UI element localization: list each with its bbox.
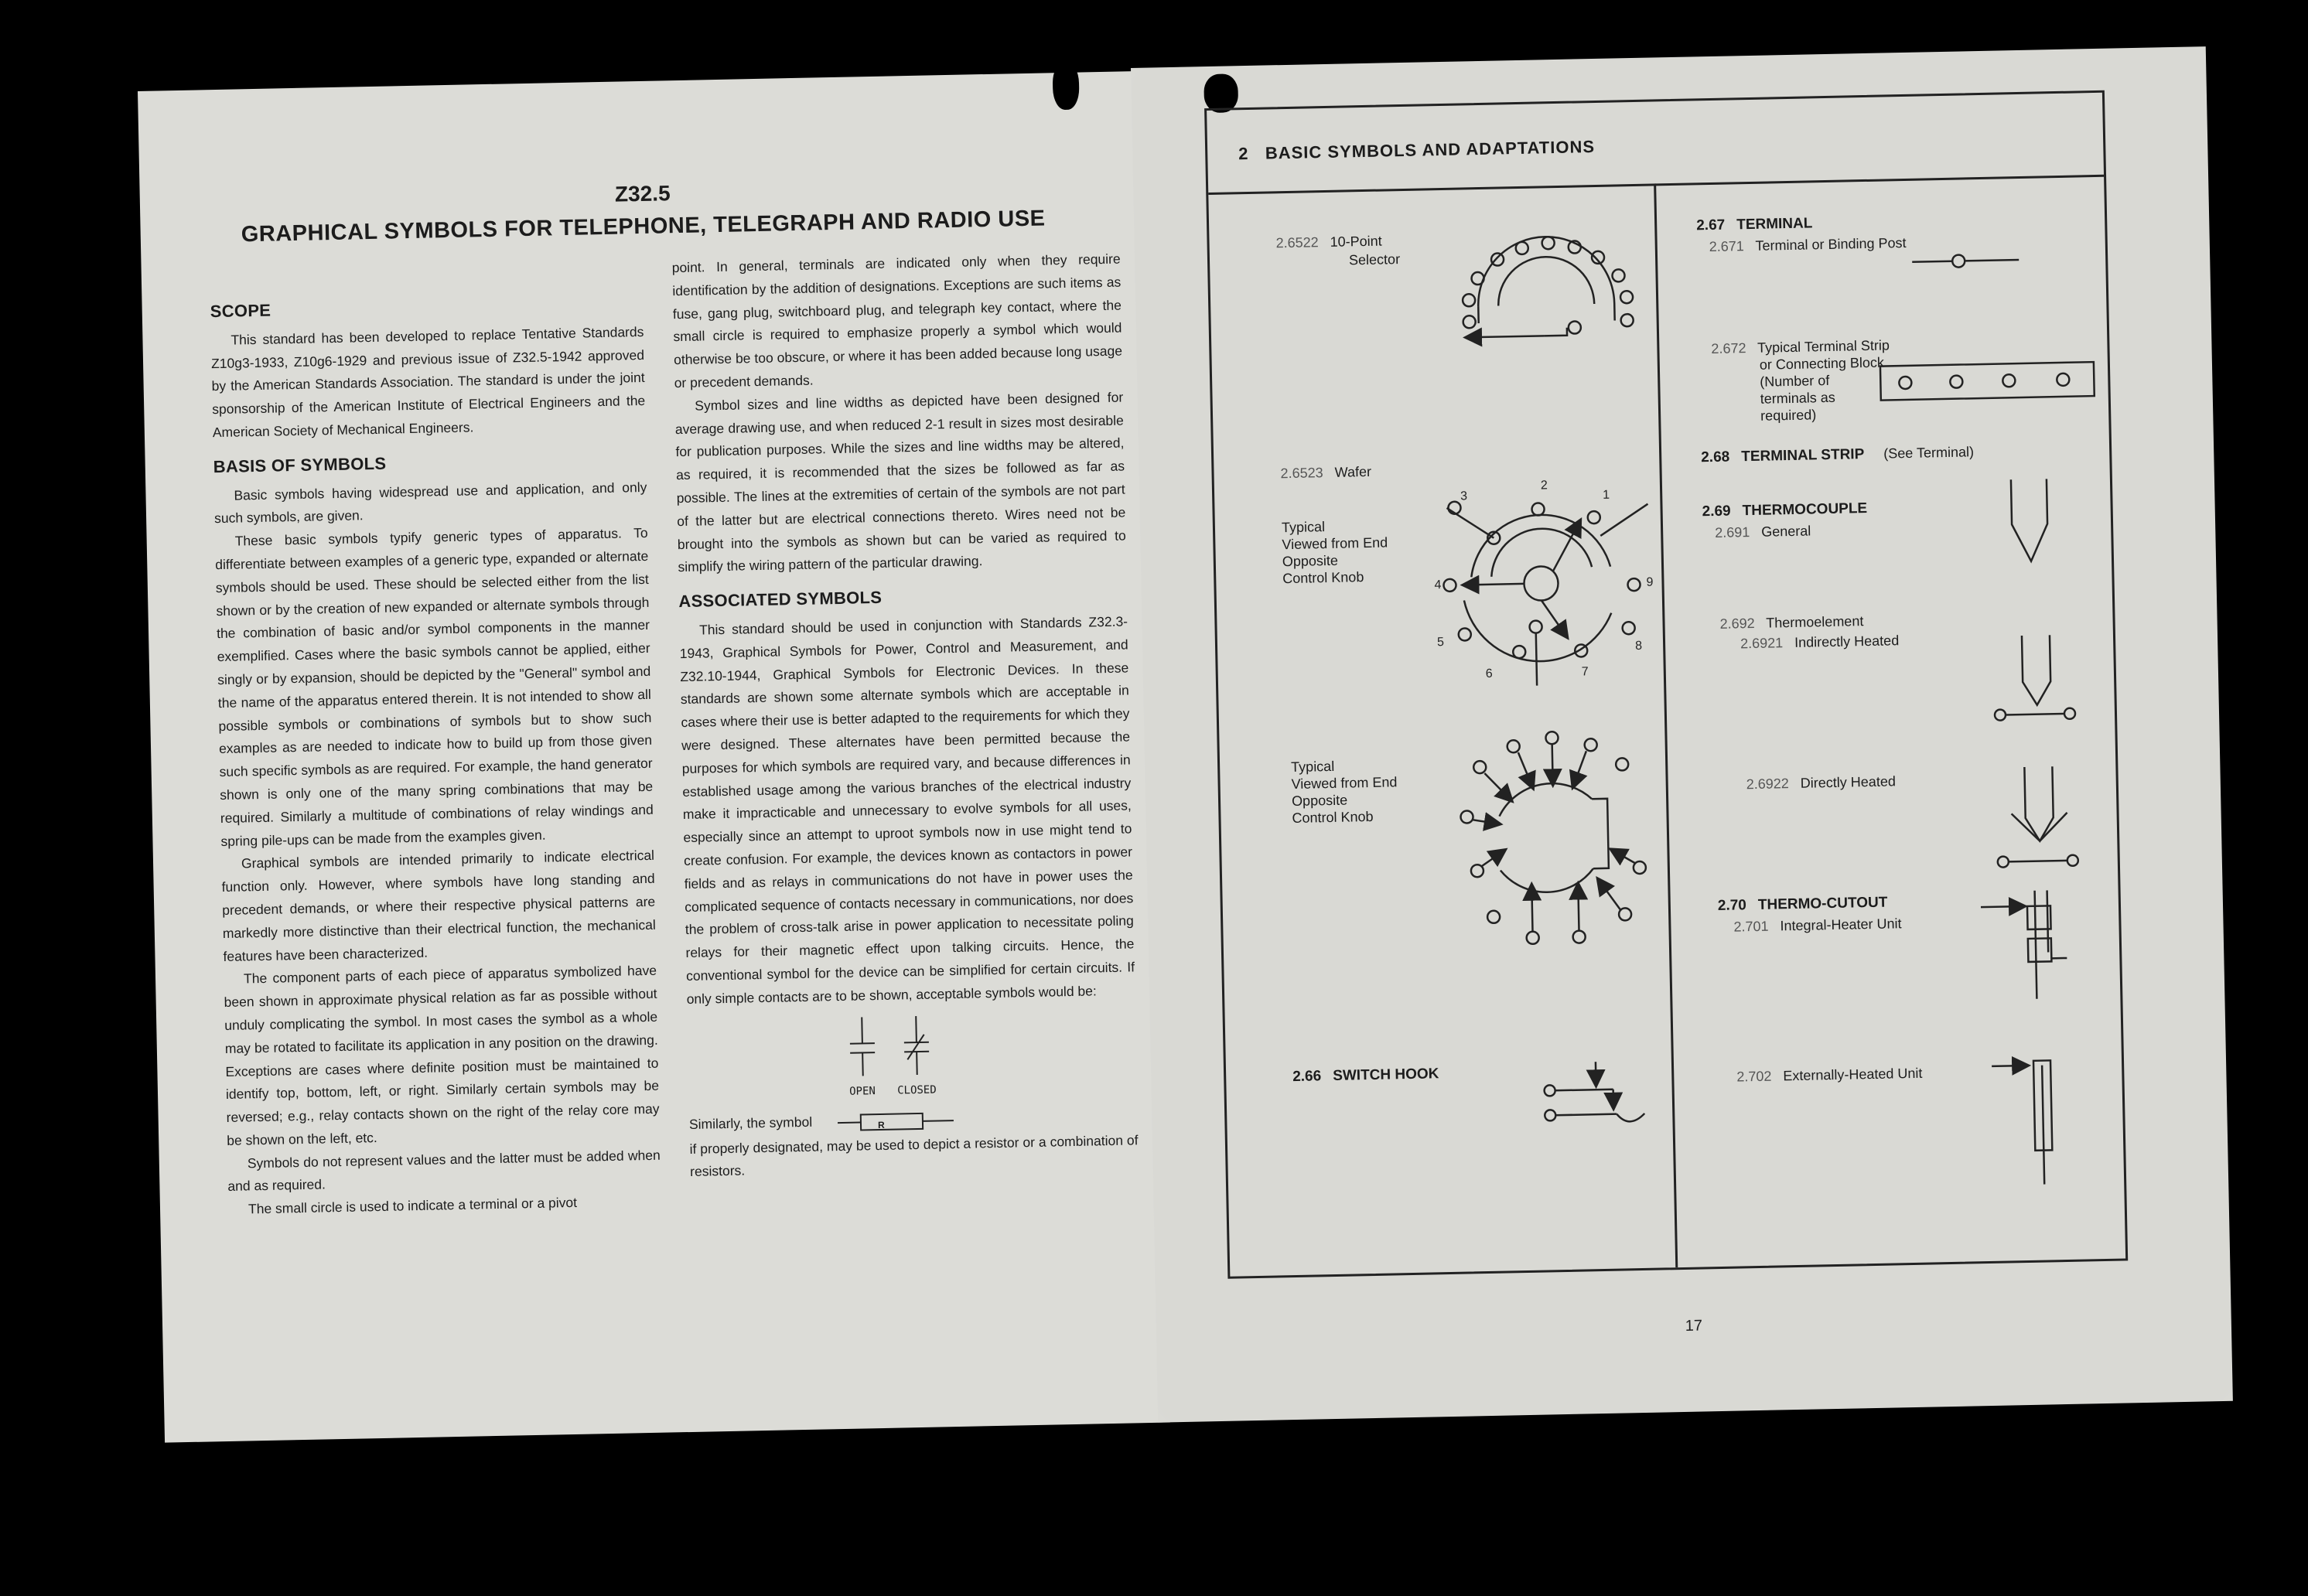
typical-b-line-1: Typical <box>1290 758 1335 776</box>
left-page <box>138 71 1170 1443</box>
num-2-68: 2.68 <box>1701 448 1730 466</box>
continued-paragraph-1: point. In general, terminals are indicated only when they require identification by the addition of designations. Exceptions are such items as fuse, gang plug, switchboard plug, and telegraph key contact, where the small circle is required to emphasize properly a symbol which would otherwise be too obscure, or where it has been added because long usage or precedent demands. <box>671 251 1123 391</box>
text-general: General <box>1761 523 1811 540</box>
associated-paragraph: This standard should be used in conjunction with Standards Z32.3-1943, Graphical Symbols for Power, Control and Measurement, and Z32.10-1944, Graphical Symbols for Electronic Devices. In these standards are shown some alternate symbols which are acceptable in cases where their use is better adapted to the requirements for which they were designed. These alternates have been permitted because the purposes for which symbols are required vary, and because differences in established usage among the various branches of the electrical industry make it impracticable and unnecessary to evolve symbols for all uses, especially since an attempt to uproot symbols now in use might tend to create confusion. For example, the devices known as contactors in power fields and as relays in communications do not have in power uses the complicated sequence of contacts necessary in communications, nor does the problem of cross-talk arise in power application to necessitate poling relays for their magnetic effect upon talking circuits. Hence, the conventional symbol for the device can be simplified for certain circuits. If only simple contacts are to be shown, acceptable symbols would be: <box>679 613 1135 1007</box>
thermoelement-indirect-symbol <box>1993 635 2075 721</box>
scope-heading: SCOPE <box>210 300 271 322</box>
text-see-terminal: (See Terminal) <box>1883 444 1975 462</box>
num-2-672: 2.672 <box>1711 340 1746 357</box>
num-2-6921: 2.6921 <box>1740 635 1784 652</box>
wafer-number-3: 3 <box>1460 489 1468 503</box>
text-terminal-strip-5: required) <box>1760 407 1817 424</box>
text-terminal-strip-4: terminals as <box>1760 389 1835 407</box>
wafer-number-6: 6 <box>1485 667 1493 680</box>
section-number: 2 <box>1238 143 1249 164</box>
basis-paragraph-2: These basic symbols typify generic types of apparatus. To differentiate between examples of a generic type, expanded or alternate symbols should be used. These should be selected either from the list shown or by the creation of new expanded or alternate symbols through the combination of basic and/or symbol components in the manner exemplified. Cases where the basic symbols cannot be applied, either singly or by expansion, should be depicted by the "General" symbol and the name of the apparatus entered therein. It is not intended to show all possible symbols or combinations of symbols but to show such examples as are needed to indicate how to build up from those given such specific symbols as are required. For example, the hand generator shown is only one of the many spring combinations that may be required. Similarly a multitude of combinations of relay windings and spring pile-ups can be made from the examples given. <box>215 525 654 849</box>
right-page <box>1131 46 2233 1423</box>
typical-line-2: Viewed from End <box>1282 534 1388 553</box>
wafer-number-1: 1 <box>1603 488 1610 502</box>
document-title: GRAPHICAL SYMBOLS FOR TELEPHONE, TELEGRAPH AND RADIO USE <box>241 206 1046 247</box>
wafer-number-4: 4 <box>1434 578 1442 592</box>
terminal-strip-symbol <box>1880 362 2095 401</box>
basis-paragraph-1: Basic symbols having widespread use and application, and only such symbols, are given. <box>213 479 647 527</box>
text-externally-heated-unit: Externally-Heated Unit <box>1783 1065 1923 1084</box>
text-terminal: TERMINAL <box>1736 215 1813 234</box>
section-name: BASIC SYMBOLS AND ADAPTATIONS <box>1265 136 1596 163</box>
thermo-cutout-integral-symbol <box>1981 890 2068 1000</box>
text-integral-heater-unit: Integral-Heater Unit <box>1780 916 1902 934</box>
num-2-67: 2.67 <box>1696 217 1726 234</box>
ink-blot <box>1052 62 1079 111</box>
wafer-switch-symbol <box>1442 498 1654 687</box>
num-2-702: 2.702 <box>1736 1068 1772 1085</box>
typical-line-3: Opposite <box>1282 552 1339 570</box>
wafer-number-9: 9 <box>1646 575 1654 589</box>
label-selector: Selector <box>1348 251 1401 268</box>
document-code: Z32.5 <box>614 181 671 206</box>
basis-paragraph-6: The small circle is used to indicate a terminal or a pivot <box>248 1195 578 1217</box>
num-2-692: 2.692 <box>1719 615 1755 632</box>
wafer-number-2: 2 <box>1540 479 1548 493</box>
switch-hook-symbol <box>1544 1061 1645 1124</box>
thermo-cutout-external-symbol <box>1992 1060 2053 1185</box>
right-column <box>671 248 1139 1184</box>
thermoelement-direct-symbol <box>1996 766 2078 868</box>
typical-b-line-3: Opposite <box>1291 792 1348 810</box>
page-number: 17 <box>1685 1317 1703 1335</box>
text-thermocouple: THERMOCOUPLE <box>1742 500 1868 520</box>
text-terminal-strip: TERMINAL STRIP <box>1741 446 1865 466</box>
num-2-671: 2.671 <box>1709 238 1745 255</box>
text-terminal-strip-1: Typical Terminal Strip <box>1757 337 1890 356</box>
resistor-label: R <box>877 1119 885 1130</box>
associated-heading: ASSOCIATED SYMBOLS <box>678 587 883 612</box>
num-2-6523: 2.6523 <box>1280 465 1323 482</box>
radial-selector-symbol <box>1459 730 1647 946</box>
similarly-text: Similarly, the symbol <box>688 1113 813 1132</box>
wafer-number-8: 8 <box>1634 639 1643 653</box>
wafer-number-5: 5 <box>1436 636 1445 650</box>
typical-line-4: Control Knob <box>1282 569 1364 587</box>
text-terminal-binding-post: Terminal or Binding Post <box>1755 234 1907 254</box>
closed-label: CLOSED <box>896 1083 937 1097</box>
typical-line-1: Typical <box>1281 519 1326 536</box>
text-thermo-cutout: THERMO-CUTOUT <box>1757 894 1888 913</box>
text-directly-heated: Directly Heated <box>1800 773 1897 791</box>
text-indirectly-heated: Indirectly Heated <box>1794 633 1900 650</box>
text-terminal-strip-3: (Number of <box>1760 372 1830 390</box>
num-2-691: 2.691 <box>1715 524 1750 541</box>
num-2-6522: 2.6522 <box>1275 234 1319 251</box>
basis-heading: BASIS OF SYMBOLS <box>213 453 387 476</box>
num-2-70: 2.70 <box>1717 897 1747 914</box>
symbol-diagrams <box>1207 93 2125 1277</box>
continued-paragraph-2: Symbol sizes and line widths as depicted have been designed for average drawing use, and when reduced 2-1 result in sizes most desirable for publication purposes. While the sizes and line widths may be altered, as required, it is recommended that the sizes be followed as far as possible. The lines at the extremities of certain of the symbols are not part of the latter but are electrical connections thereto. Wires need not be brought into the symbols as shown but can be varied as required to simplify the wiring pattern of the particular drawing. <box>674 389 1126 575</box>
contact-symbols <box>687 1008 1137 1110</box>
scope-paragraph: This standard has been developed to replace Tentative Standards Z10g3-1933, Z10g6-1929 and previous issue of Z32.5-1942 approved by the American Standards Association. The standard is under the joint sponsorship of the American Institute of Electrical Engineers and the American Society of Mechanical Engineers. <box>210 323 646 441</box>
basis-paragraph-4: The component parts of each piece of apparatus symbolized have been shown in approximate physical relation as far as possible without unduly complicating the symbol. In most cases the symbol as a whole may be rotated to facilitate its application in any position on the drawing. Exceptions are cases where definite position must be maintained to identify top, bottom, left, or right. Similarly certain symbols may be reversed; e.g., relay contacts shown on the right of the relay core may be shown on the left, etc. <box>224 963 660 1148</box>
thermocouple-general-symbol <box>2011 479 2048 561</box>
text-terminal-strip-2: or Connecting Block <box>1759 354 1885 373</box>
resistor-symbol <box>838 1104 993 1138</box>
typical-b-line-2: Viewed from End <box>1291 774 1398 793</box>
text-thermoelement: Thermoelement <box>1766 613 1864 631</box>
wafer-number-7: 7 <box>1581 665 1589 679</box>
num-2-66: 2.66 <box>1292 1068 1322 1086</box>
text-wafer: Wafer <box>1334 463 1372 480</box>
text-10-point: 10-Point <box>1330 233 1382 250</box>
open-label: OPEN <box>848 1084 876 1098</box>
resistor-paragraph: if properly designated, may be used to depict a resistor or a combination of resistors. <box>689 1131 1139 1180</box>
binding-post-symbol <box>1912 254 2019 268</box>
symbols-frame <box>1204 90 2128 1279</box>
text-switch-hook: SWITCH HOOK <box>1333 1066 1439 1085</box>
ten-point-selector-symbol <box>1462 235 1634 337</box>
num-2-6922: 2.6922 <box>1746 776 1790 793</box>
left-column <box>210 281 661 1222</box>
basis-paragraph-3: Graphical symbols are intended primarily to indicate electrical function only. However, where symbols have long standing and precedent demands, or where their respective physical patterns are markedly more distinctive than their electrical function, the mechanical features have been characterized. <box>221 847 656 964</box>
num-2-701: 2.701 <box>1733 918 1769 935</box>
basis-paragraph-5: Symbols do not represent values and the latter must be added when and as required. <box>227 1147 661 1195</box>
typical-b-line-4: Control Knob <box>1292 808 1374 827</box>
num-2-69: 2.69 <box>1702 503 1731 520</box>
